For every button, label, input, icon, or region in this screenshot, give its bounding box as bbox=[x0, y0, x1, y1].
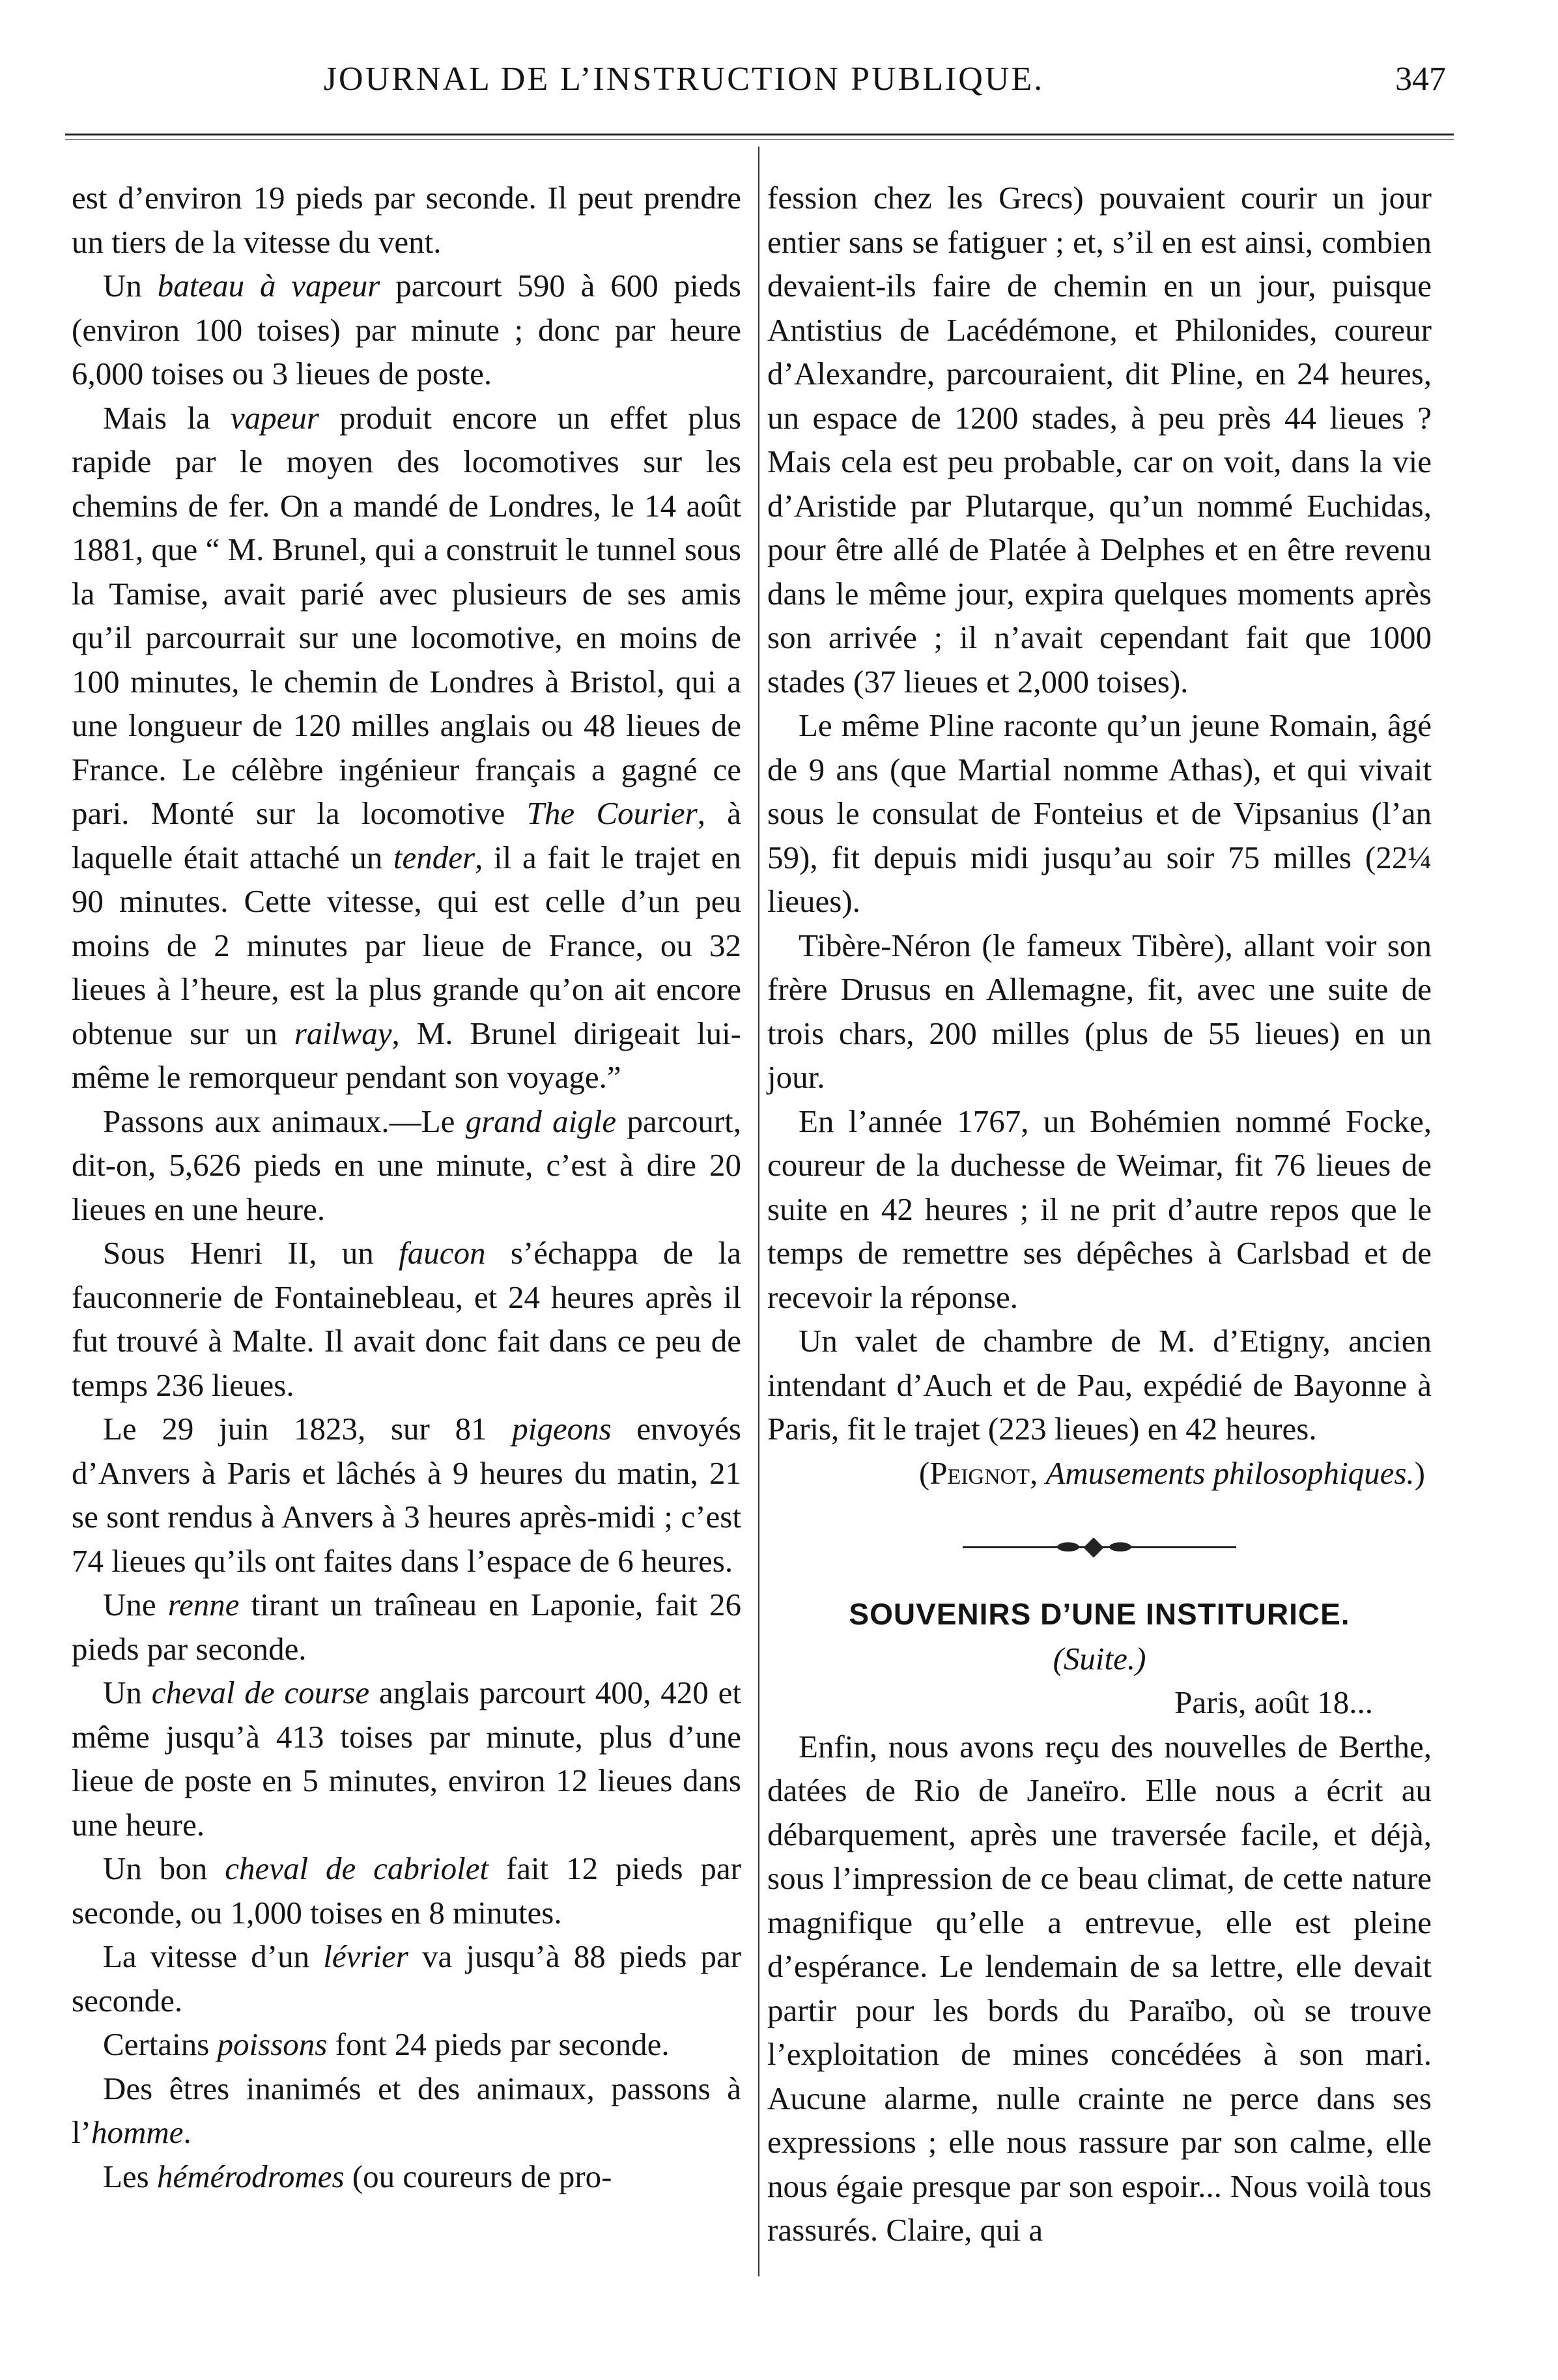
citation-author: Peignot bbox=[929, 1454, 1030, 1491]
paragraph: Un cheval de course anglais parcourt 400, 420 et même jusqu’à 413 toises par minute, plus d’une lieue de poste en 5 minutes, environ 12 lieues dans une heure. bbox=[72, 1675, 741, 1843]
paragraph: La vitesse d’un lévrier va jusqu’à 88 pieds par seconde. bbox=[72, 1938, 742, 2019]
column-divider bbox=[758, 147, 759, 2276]
citation: (Peignot, Amusements philosophiques.) bbox=[918, 1454, 1425, 1491]
right-column-paragraphs bbox=[767, 176, 1432, 1451]
paragraph: est d’environ 19 pieds par seconde. Il peut prendre un tiers de la vitesse du vent. bbox=[72, 180, 741, 260]
section-ornament bbox=[963, 1540, 1236, 1553]
paragraph: Une renne tirant un traîneau en Laponie, fait 26 pieds par seconde. bbox=[72, 1587, 741, 1667]
paragraph: Un bon cheval de cabriolet fait 12 pieds par seconde, ou 1,000 toises en 8 minutes. bbox=[72, 1850, 742, 1931]
paragraph: Sous Henri II, un faucon s’échappa de la fauconnerie de Fontainebleau, et 24 heures après il fut trouvé à Malte. Il avait donc fait dans ce peu de temps 236 lieues. bbox=[72, 1235, 741, 1403]
paragraph: Mais la vapeur produit encore un effet plus rapide par le moyen des locomotives sur les chemins de fer. On a mandé de Londres, le 14 août 1881, que “ M. Brunel, qui a construit le tunnel sous la Tamise, avait parié avec plusieurs de ses amis qu’il parcourrait sur une locomotive, en moins de 100 minutes, le chemin de Londres à Bristol, qui a une longueur de 120 milles anglais ou 48 lieues de France. Le célèbre ingénieur français a gagné ce pari. Monté sur la locomotive The Courier, à laquelle était attaché un tender, il a fait le trajet en 90 minutes. Cette vitesse, qui est celle d’un peu moins de 2 minutes par lieue de France, ou 32 lieues à l’heure, est la plus grande qu’on ait encore obtenue sur un railway, M. Brunel dirigeait lui-même le remorqueur pendant son voyage.” bbox=[72, 399, 742, 1095]
citation-work: Amusements philosophiques. bbox=[1045, 1454, 1415, 1491]
paragraph: Un bateau à vapeur parcourt 590 à 600 pieds (environ 100 toises) par minute ; donc par heure 6,000 toises ou 3 lieues de poste. bbox=[72, 268, 741, 391]
paragraph: fession chez les Grecs) pouvaient courir un jour entier sans se fatiguer ; et, s’il en est ainsi, combien devaient-ils faire de chemin en un jour, puisque Antistius de Lacédémone, et Philonides, coureur d’Alexandre, parcouraient, dit Pline, en 24 heures, un espace de 1200 stades, à peu près 44 lieues ? Mais cela est peu probable, car on voit, dans la vie d’Aristide par Plutarque, qu’un nommé Euchidas, pour être allé de Platée à Delphes et en être revenu dans le même jour, expira quelques moments après son arrivée ; il n’avait cependant fait que 1000 stades (37 lieues et 2,000 toises). bbox=[767, 180, 1432, 700]
section-dateline: Paris, août 18... bbox=[1174, 1684, 1373, 1720]
section-suite: (Suite.) bbox=[1053, 1640, 1146, 1677]
page-number: 347 bbox=[1395, 61, 1446, 98]
paragraph: Les hémérodromes (ou coureurs de pro- bbox=[103, 2158, 612, 2194]
paragraph: Certains poissons font 24 pieds par seconde. bbox=[103, 2026, 670, 2062]
paragraph: En l’année 1767, un Bohémien nommé Focke, coureur de la duchesse de Weimar, fit 76 lieues de suite en 42 heures ; il ne prit d’autre repos que le temps de remettre ses dépêches à Carlsbad et de recevoir la réponse. bbox=[767, 1103, 1432, 1315]
header-rule bbox=[65, 134, 1454, 135]
paragraph: Passons aux animaux.—Le grand aigle parcourt, dit-on, 5,626 pieds en une minute, c’est à dire 20 lieues en une heure. bbox=[72, 1103, 742, 1227]
right-column bbox=[767, 176, 1432, 2252]
running-header-title: JOURNAL DE L’INSTRUCTION PUBLIQUE. bbox=[323, 61, 1045, 98]
section-body bbox=[767, 1725, 1432, 2252]
paragraph: Tibère-Néron (le fameux Tibère), allant voir son frère Drusus en Allemagne, fit, avec une suite de trois chars, 200 milles (plus de 55 lieues) en un jour. bbox=[767, 927, 1432, 1095]
ornament-bulb-left bbox=[1057, 1542, 1079, 1551]
header-rule-thin bbox=[65, 139, 1454, 140]
paragraph: Le 29 juin 1823, sur 81 pigeons envoyés d’Anvers à Paris et lâchés à 9 heures du matin, 21 se sont rendus à Anvers à 3 heures après-midi ; c’est 74 lieues qu’ils ont faites dans l’espace de 6 heures. bbox=[72, 1411, 741, 1579]
section-heading: SOUVENIRS D’UNE INSTITURICE. bbox=[849, 1597, 1350, 1631]
paragraph: Un valet de chambre de M. d’Etigny, ancien intendant d’Auch et de Pau, expédié de Bayonne à Paris, fit le trajet (223 lieues) en 42 heures. bbox=[767, 1323, 1432, 1447]
ornament-bulb-right bbox=[1109, 1542, 1131, 1551]
paragraph: Enfin, nous avons reçu des nouvelles de Berthe, datées de Rio de Janeïro. Elle nous a écrit au débarquement, après une traversée facile, et déjà, sous l’impression de ce beau climat, de cette nature magnifique qu’elle a entrevue, elle est pleine d’espérance. Le lendemain de sa lettre, elle devait partir pour les bords du Paraïbo, où se trouve l’exploitation de mines concédées à son mari. Aucune alarme, nulle crainte ne perce dans ses expressions ; elle nous rassure par son calme, elle nous égaie presque par son espoir... Nous voilà tous rassurés. Claire, qui a bbox=[767, 1728, 1432, 2248]
ornament-diamond bbox=[1083, 1537, 1103, 1557]
paragraph: Le même Pline raconte qu’un jeune Romain, âgé de 9 ans (que Martial nomme Athas), et qui vivait sous le consulat de Fonteius et de Vipsanius (l’an 59), fit depuis midi jusqu’au soir 75 milles (22¼ lieues). bbox=[767, 707, 1432, 919]
paragraph: Des êtres inanimés et des animaux, passons à l’homme. bbox=[72, 2070, 741, 2150]
left-column bbox=[72, 176, 741, 2198]
